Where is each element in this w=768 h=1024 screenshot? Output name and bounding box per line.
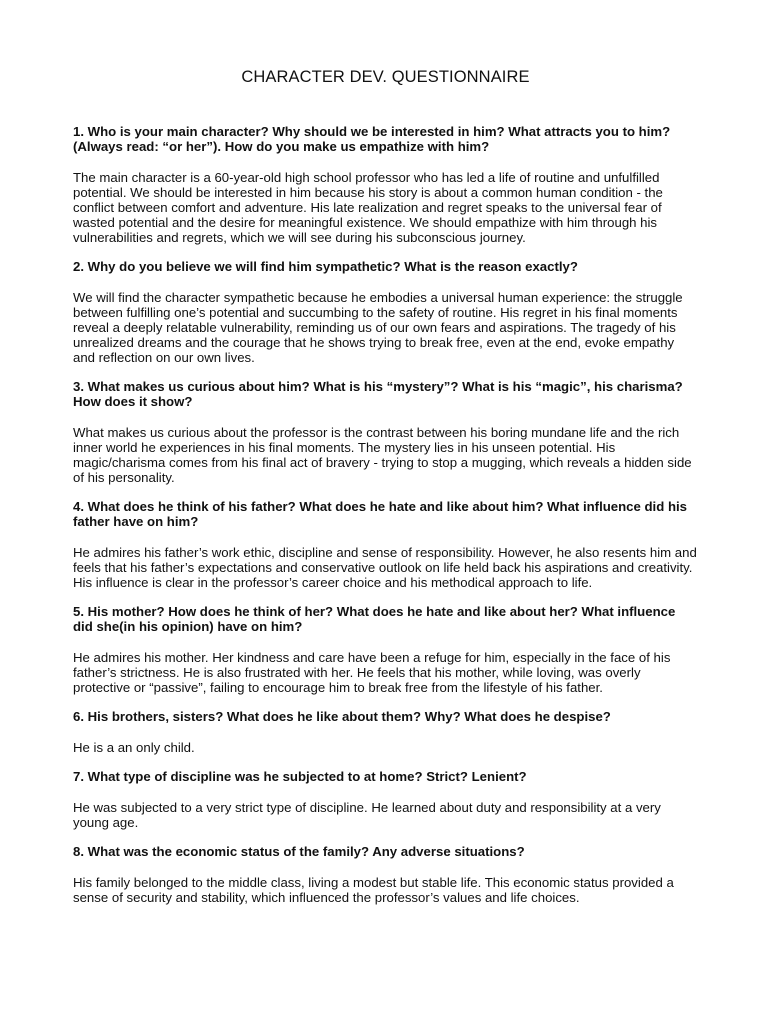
question-3: 3. What makes us curious about him? What is his “mystery”? What is his “magic”, his charisma? How does it show? <box>73 379 683 409</box>
qa-section-8 <box>73 844 698 905</box>
question-5: 5. His mother? How does he think of her? What does he hate and like about her? What influence did she(in his opinion) have on him? <box>73 604 676 634</box>
qa-section-5 <box>73 604 698 695</box>
answer-8: His family belonged to the middle class, living a modest but stable life. This economic status provided a sense of security and stability, which influenced the professor’s values and life choices. <box>73 875 674 905</box>
question-2: 2. Why do you believe we will find him sympathetic? What is the reason exactly? <box>73 259 578 274</box>
question-8: 8. What was the economic status of the family? Any adverse situations? <box>73 844 525 859</box>
answer-7: He was subjected to a very strict type of discipline. He learned about duty and responsibility at a very young age. <box>73 800 661 830</box>
answer-3: What makes us curious about the professor is the contrast between his boring mundane life and the rich inner world he experiences in his final moments. The mystery lies in his unseen potential. His magic/charisma comes from his final act of bravery - trying to stop a mugging, which reveals a hidden side of his personality. <box>73 425 692 485</box>
qa-section-4 <box>73 499 698 590</box>
qa-section-2 <box>73 259 698 365</box>
answer-4: He admires his father’s work ethic, discipline and sense of responsibility. However, he also resents him and feels that his father’s expectations and conservative outlook on life held back his aspirations and creativity. His influence is clear in the professor’s career choice and his methodical approach to life. <box>73 545 697 590</box>
qa-section-1 <box>73 124 698 245</box>
question-4: 4. What does he think of his father? What does he hate and like about him? What influence did his father have on him? <box>73 499 687 529</box>
qa-section-3 <box>73 379 698 485</box>
qa-section-6 <box>73 709 698 755</box>
question-1: 1. Who is your main character? Why should we be interested in him? What attracts you to him? (Always read: “or her”). How do you make us empathize with him? <box>73 124 671 154</box>
qa-section-7 <box>73 769 698 830</box>
answer-6: He is a an only child. <box>73 740 195 755</box>
answer-5: He admires his mother. Her kindness and care have been a refuge for him, especially in the face of his father’s strictness. He is also frustrated with her. He feels that his mother, while loving, was overly protective or “passive”, failing to encourage him to break free from the lifestyle of his father. <box>73 650 671 695</box>
question-6: 6. His brothers, sisters? What does he like about them? Why? What does he despise? <box>73 709 611 724</box>
answer-1: The main character is a 60-year-old high school professor who has led a life of routine and unfulfilled potential. We should be interested in him because his story is about a common human condition - the conflict between comfort and adventure. His late realization and regret speaks to the universal fear of wasted potential and the desire for meaningful existence. We should empathize with him through his vulnerabilities and regrets, which we will see during his subconscious journey. <box>73 170 663 245</box>
question-7: 7. What type of discipline was he subjected to at home? Strict? Lenient? <box>73 769 527 784</box>
answer-2: We will find the character sympathetic because he embodies a universal human experience: the struggle between fulfilling one’s potential and succumbing to the safety of routine. His regret in his final moments reveal a deeply relatable vulnerability, reminding us of our own fears and aspirations. The tragedy of his unrealized dreams and the courage that he shows trying to break free, even at the end, evoke empathy and reflection on our own lives. <box>73 290 683 365</box>
document-title: CHARACTER DEV. QUESTIONNAIRE <box>241 68 530 86</box>
